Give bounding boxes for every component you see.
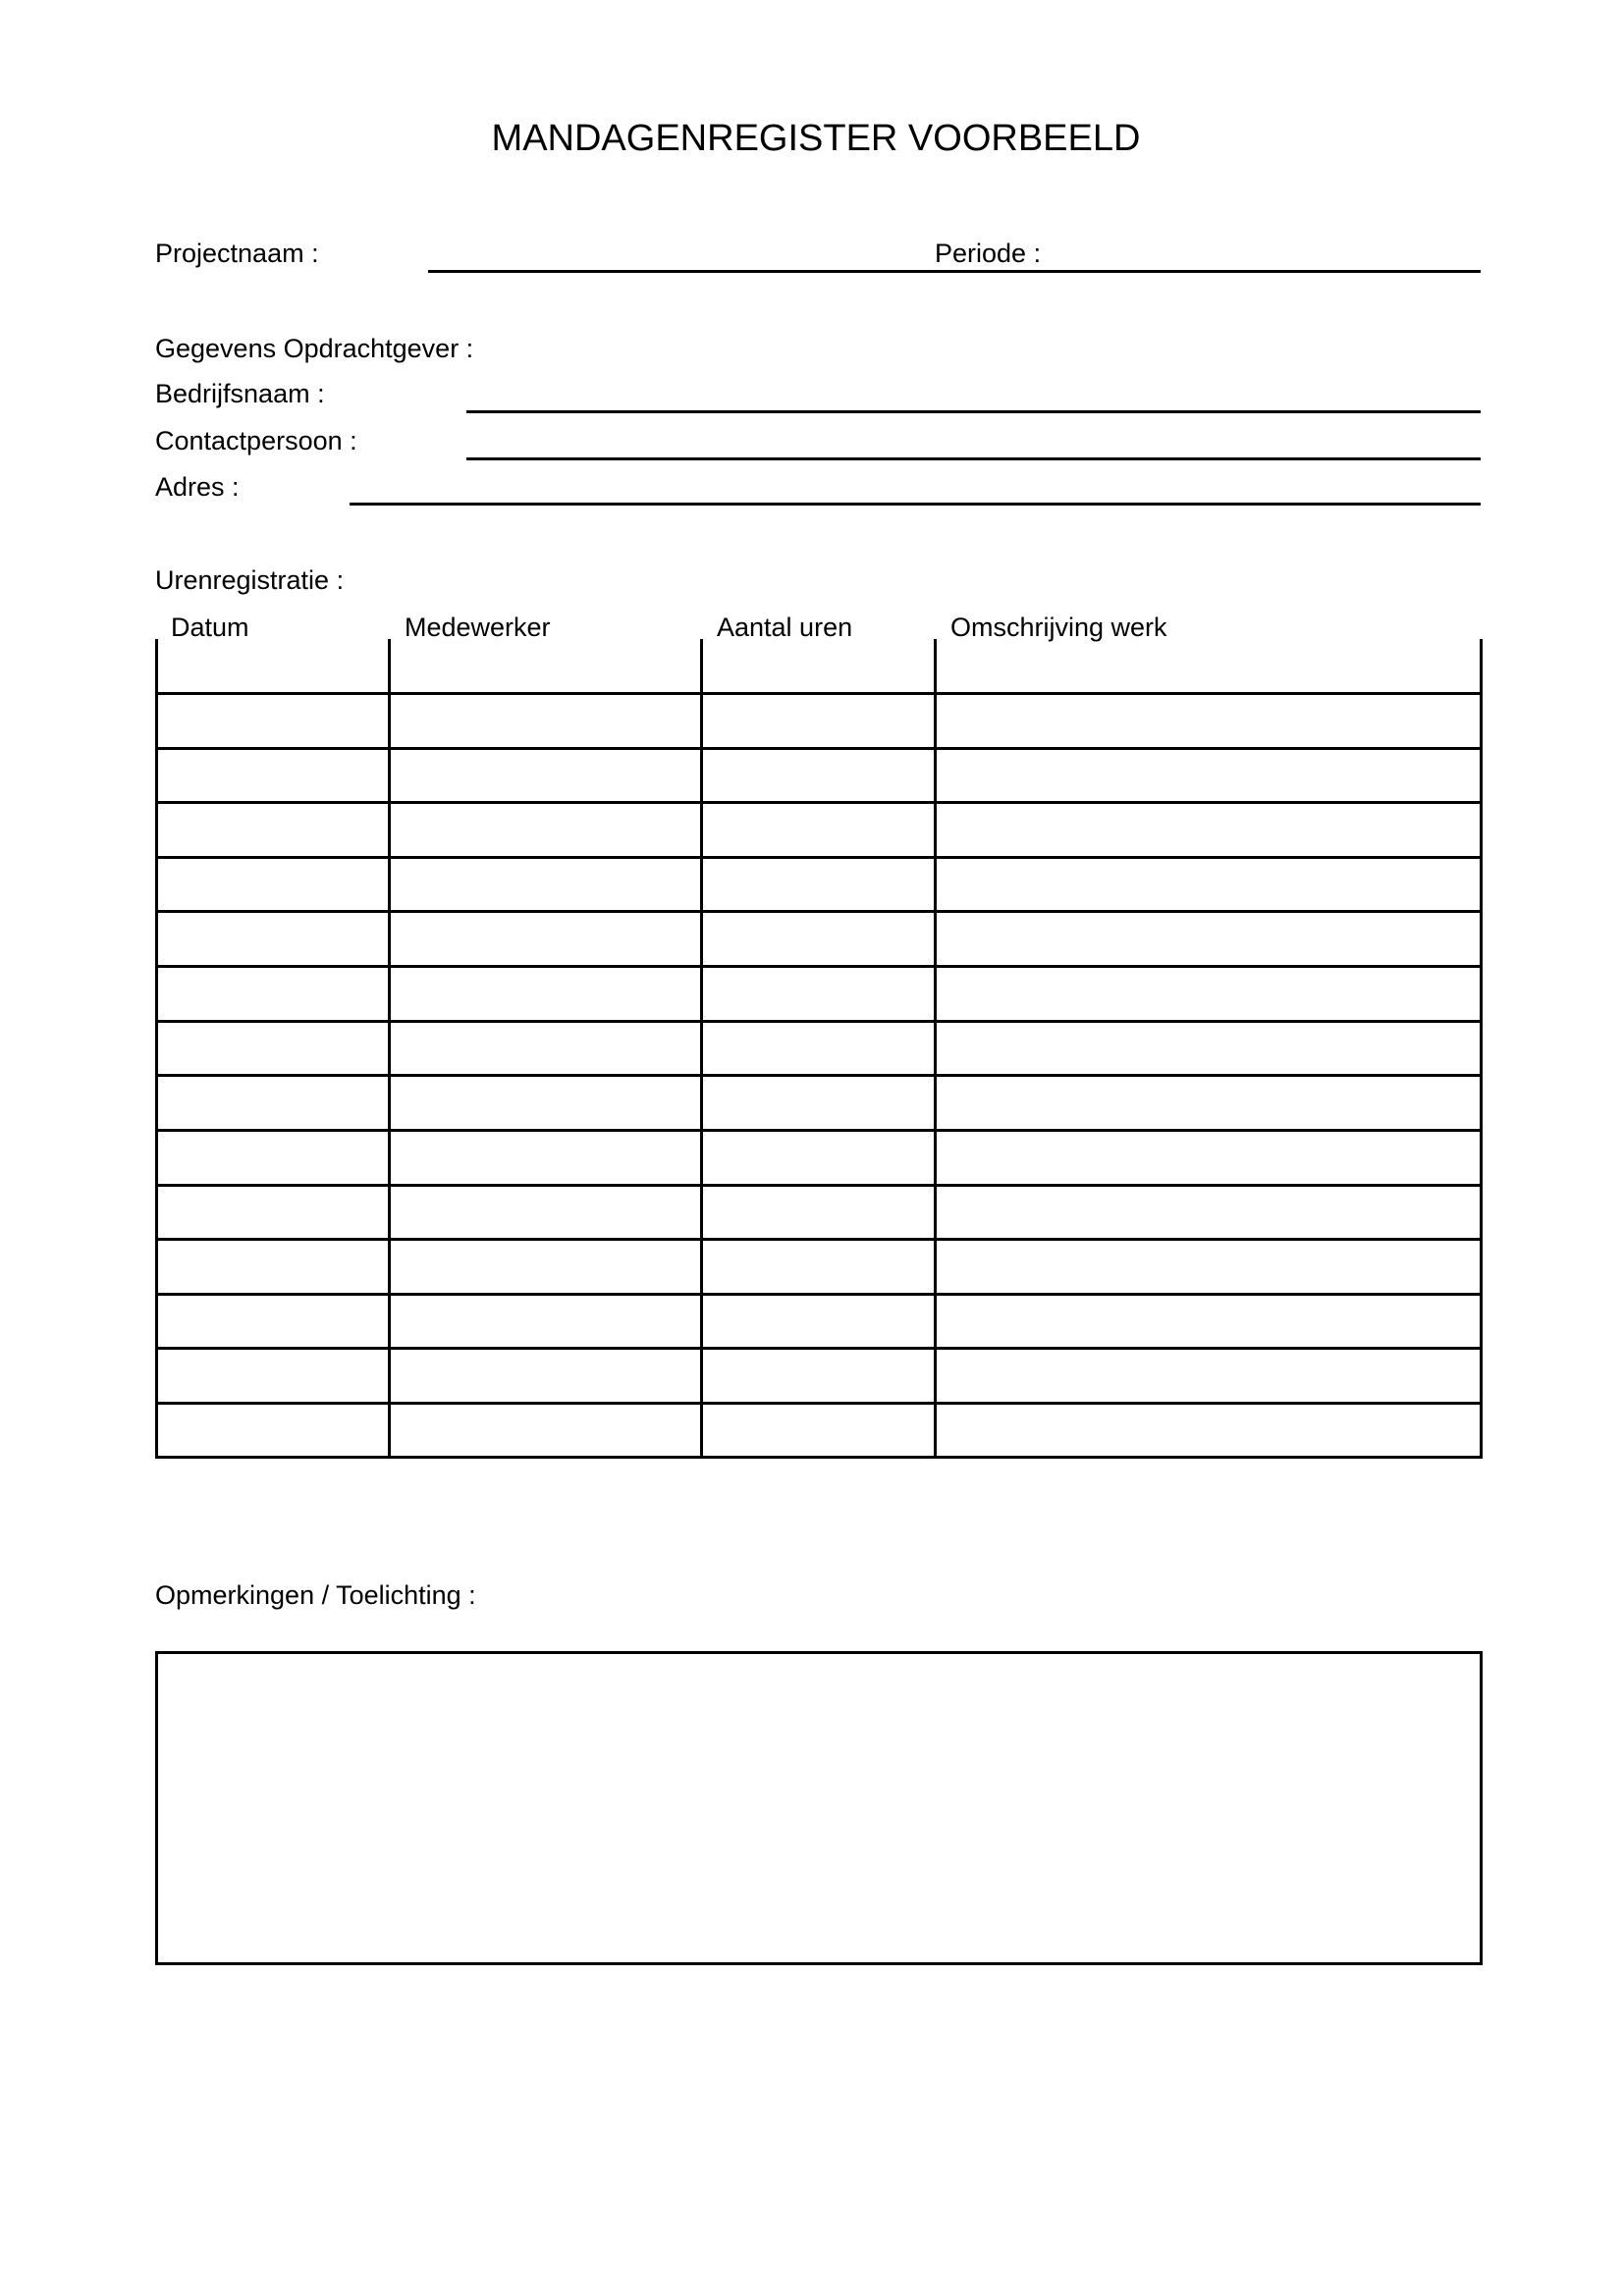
column-header-aantal-uren: Aantal uren <box>717 613 853 642</box>
periode-label: Periode : <box>935 239 1042 268</box>
opmerkingen-label: Opmerkingen / Toelichting : <box>155 1580 476 1610</box>
opmerkingen-textarea[interactable] <box>155 1651 1483 1965</box>
urenregistratie-table <box>155 613 1483 1460</box>
table-row[interactable] <box>155 1293 1483 1296</box>
table-row[interactable] <box>155 692 1483 695</box>
table-row[interactable] <box>155 1402 1483 1405</box>
column-header-omschrijving-werk: Omschrijving werk <box>950 613 1167 642</box>
adres-label: Adres : <box>155 472 240 502</box>
contactpersoon-label: Contactpersoon : <box>155 426 357 455</box>
adres-field-line[interactable] <box>350 503 1481 506</box>
urenregistratie-heading: Urenregistratie : <box>155 565 345 595</box>
table-row[interactable] <box>155 910 1483 913</box>
table-row[interactable] <box>155 801 1483 804</box>
opdrachtgever-heading: Gegevens Opdrachtgever : <box>155 334 474 363</box>
table-row[interactable] <box>155 1238 1483 1241</box>
column-header-datum: Datum <box>171 613 249 642</box>
column-divider <box>700 639 703 1459</box>
column-divider <box>934 639 937 1459</box>
table-row[interactable] <box>155 1020 1483 1023</box>
projectnaam-label: Projectnaam : <box>155 239 319 268</box>
bedrijfsnaam-label: Bedrijfsnaam : <box>155 379 325 408</box>
column-divider <box>388 639 391 1459</box>
table-row[interactable] <box>155 965 1483 968</box>
projectnaam-periode-field-line[interactable] <box>428 270 1481 273</box>
table-row[interactable] <box>155 1129 1483 1132</box>
table-border-bottom <box>155 1456 1483 1459</box>
table-row[interactable] <box>155 1184 1483 1187</box>
table-row[interactable] <box>155 1074 1483 1077</box>
table-border-left <box>155 639 158 1459</box>
table-row[interactable] <box>155 856 1483 859</box>
contactpersoon-field-line[interactable] <box>466 457 1481 460</box>
table-border-right <box>1480 639 1483 1459</box>
table-row[interactable] <box>155 747 1483 750</box>
table-row[interactable] <box>155 1347 1483 1350</box>
bedrijfsnaam-field-line[interactable] <box>466 410 1481 413</box>
page-title: MANDAGENREGISTER VOORBEELD <box>491 118 1141 159</box>
column-header-medewerker: Medewerker <box>405 613 551 642</box>
